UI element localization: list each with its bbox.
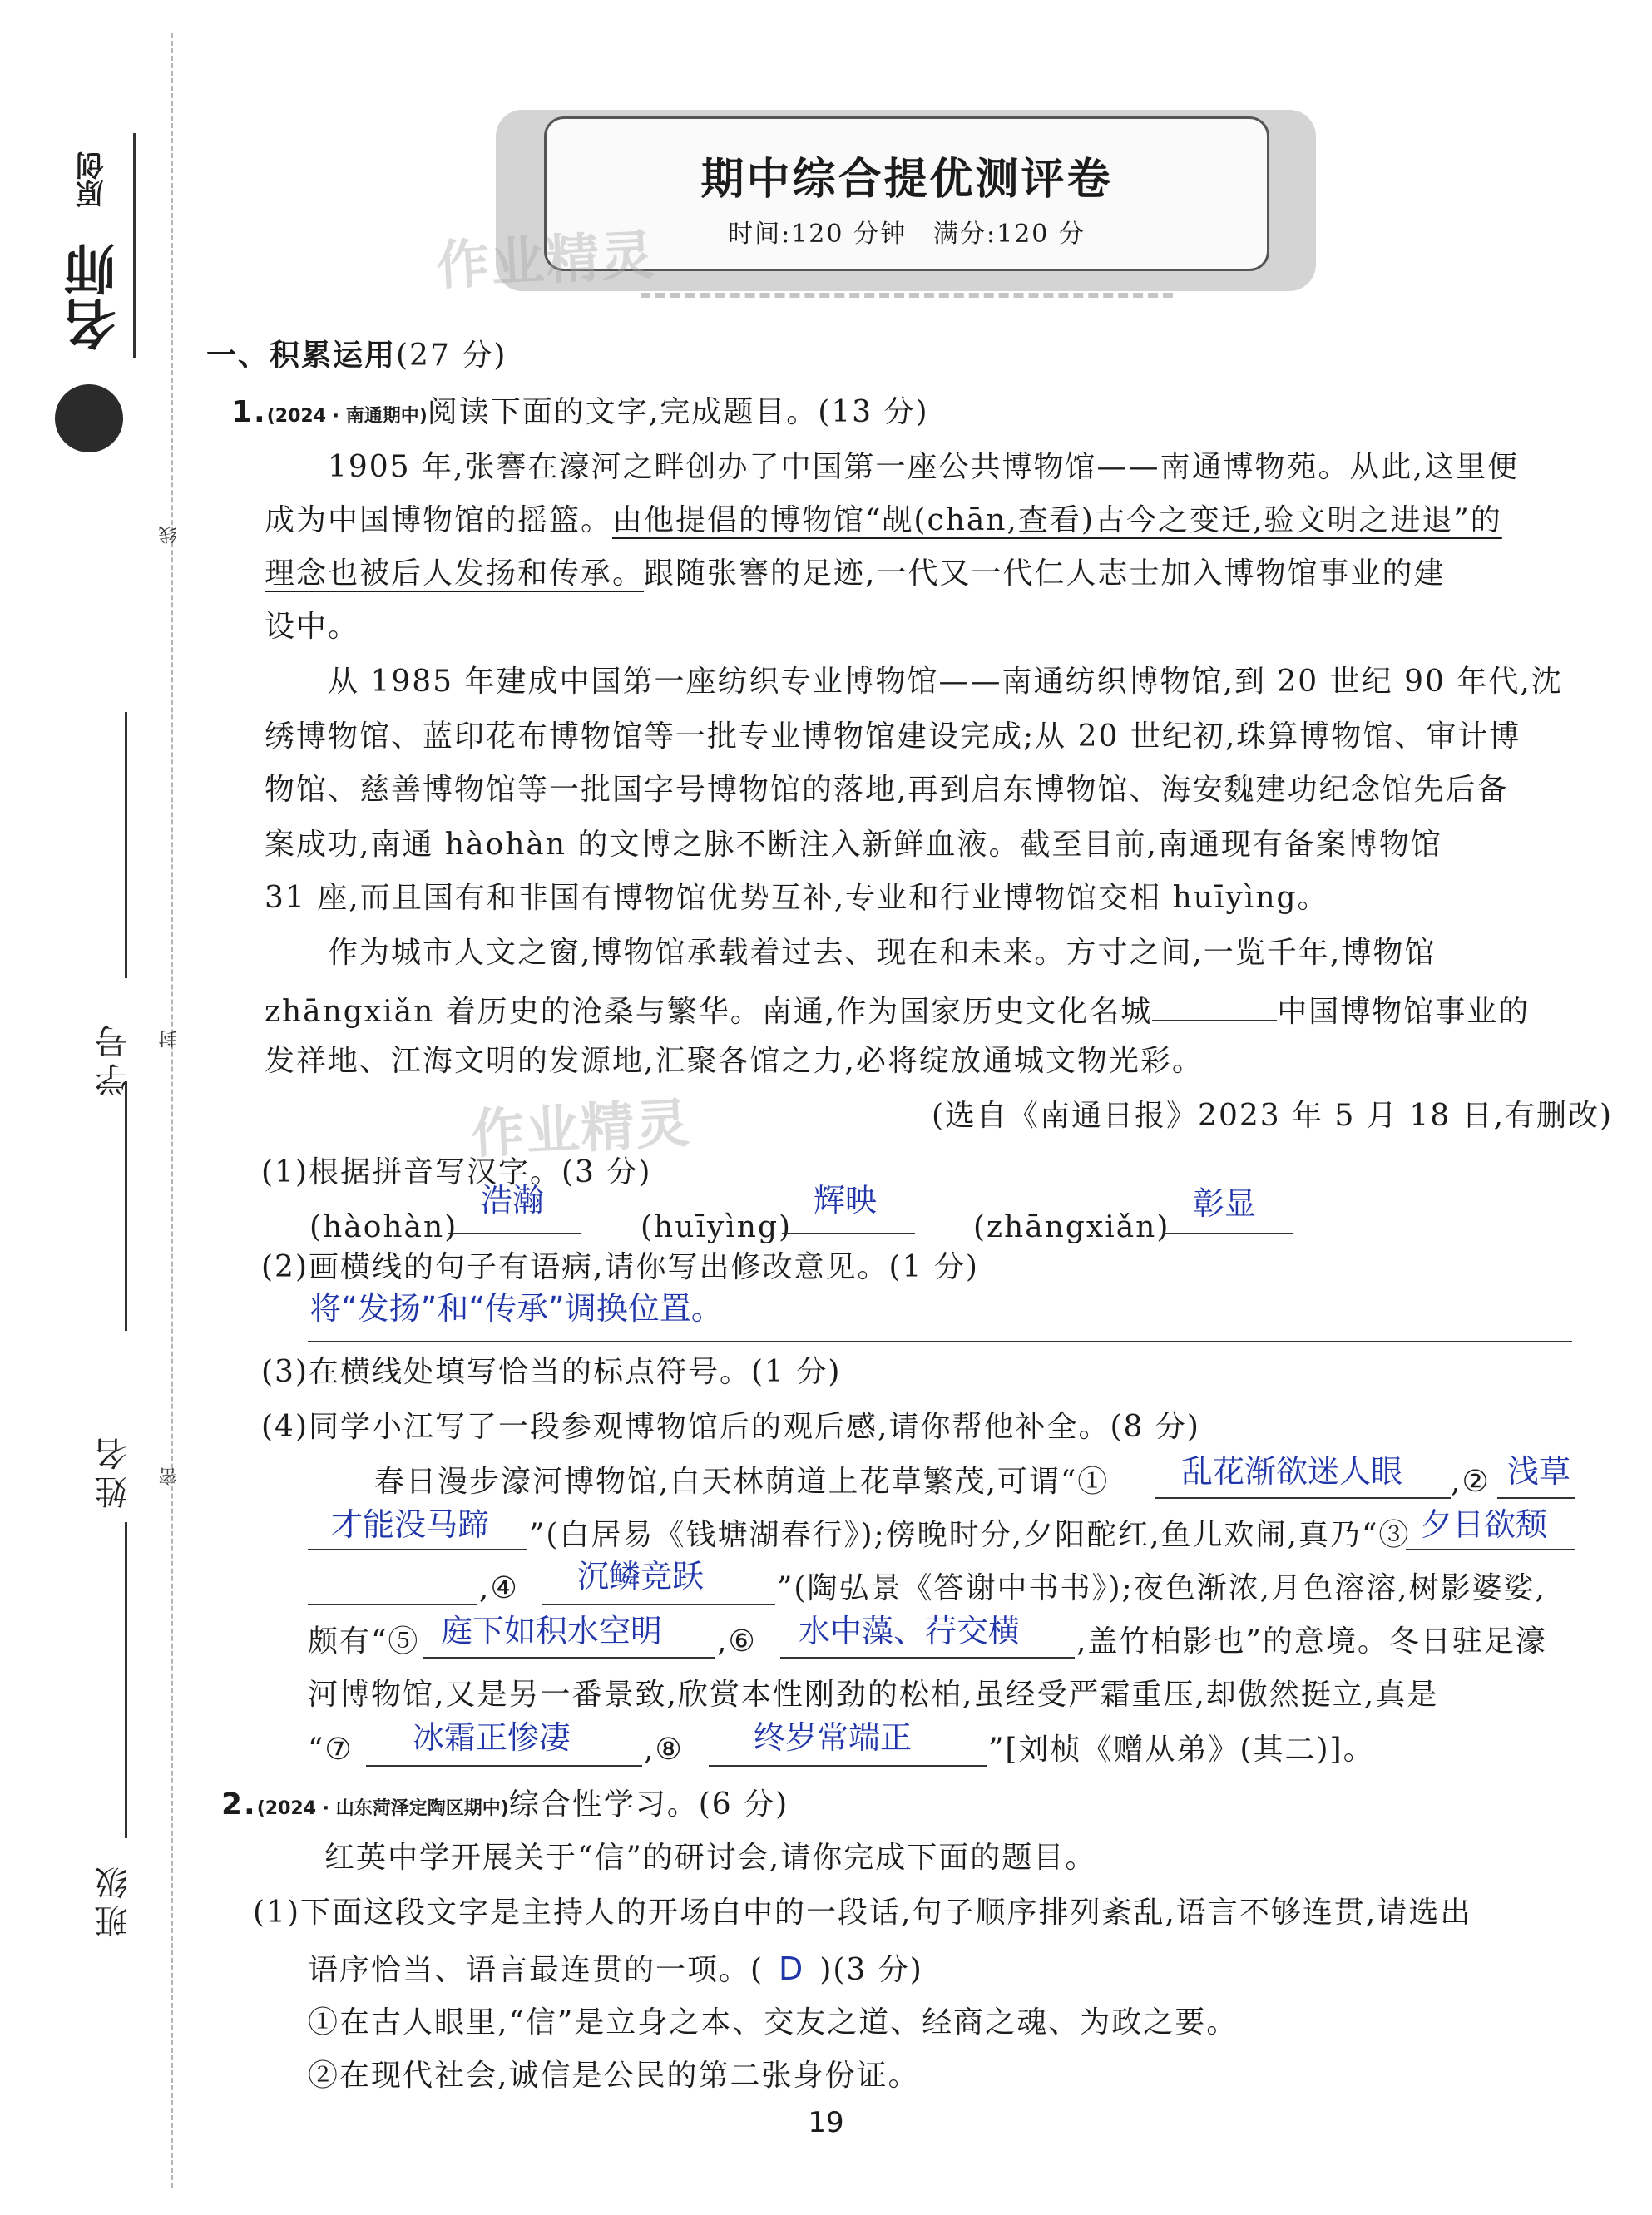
- faulty-sentence: 由他提倡的博物馆“觇(chān,查看)古今之变迁,验文明之进退”的: [612, 503, 1502, 537]
- brand-globe-icon: [55, 384, 123, 452]
- sub2-stem: (2)画横线的句子有语病,请你写出修改意见。(1 分): [261, 1250, 979, 1284]
- answer-poem-1: 乱花渐欲迷人眼: [1181, 1453, 1403, 1490]
- q2-source: (2024 · 山东菏泽定陶区期中): [256, 1798, 509, 1819]
- answer-line: [1497, 1497, 1575, 1499]
- punctuation-blank: [1152, 988, 1277, 1021]
- class-line: [125, 1522, 127, 1838]
- answer-line: [1163, 1233, 1293, 1234]
- sub4-line-4b: ,盖竹柏影也”的意境。冬日驻足濠: [1076, 1624, 1547, 1659]
- sub4-line-6b: ”[刘桢《赠从弟》(其二)]。: [988, 1733, 1375, 1767]
- passage-line: 物馆、慈善博物馆等一批国字号博物馆的落地,再到启东博物馆、海安魏建功纪念馆先后备: [265, 773, 1509, 807]
- answer-poem-7: 冰霜正惨凄: [413, 1719, 571, 1756]
- passage-line: 成为中国博物馆的摇篮。由他提倡的博物馆“觇(chān,查看)古今之变迁,验文明之进退”的: [265, 503, 1502, 537]
- sub4-line-6a: “⑦: [308, 1733, 354, 1767]
- answer-line: [448, 1233, 581, 1234]
- passage-line: 作为城市人文之窗,博物馆承载着过去、现在和未来。方寸之间,一览千年,博物馆: [328, 936, 1437, 970]
- name-label: 姓名: [95, 1432, 133, 1509]
- sub4-line-4a: 颇有“⑤: [308, 1624, 420, 1659]
- answer-line: [780, 1657, 1075, 1659]
- sub4-sep: ,⑥: [717, 1624, 757, 1659]
- passage-line: 31 座,而且国有和非国有博物馆优势互补,专业和行业博物馆交相 huīyìng。: [265, 881, 1329, 915]
- sub4-sep: ,②: [1451, 1465, 1491, 1499]
- cut-mark-line: 线: [159, 526, 180, 544]
- brand-sub: 原创: [76, 151, 109, 208]
- q2-stem: [221, 1787, 789, 1827]
- brand-rule: [133, 133, 136, 358]
- answer-poem-5: 庭下如积水空明: [441, 1613, 663, 1649]
- sub4-line-5: 河博物馆,又是另一番景致,欣赏本性刚劲的松柏,虽经受严霜重压,却傲然挺立,真是: [308, 1678, 1439, 1712]
- q2-item: ①在古人眼里,“信”是立身之本、交友之道、经商之魂、为政之要。: [308, 2005, 1239, 2039]
- answer-poem-2b: 才能没马蹄: [331, 1506, 490, 1543]
- q1-text: 阅读下面的文字,完成题目。(13 分): [427, 395, 929, 429]
- answer-line: [423, 1657, 715, 1659]
- passage-line: 绣博物馆、蓝印花布博物馆等一批专业博物馆建设完成;从 20 世纪初,珠算博物馆、审计博: [265, 719, 1521, 754]
- passage-line: 理念也被后人发扬和传承。跟随张謇的足迹,一代又一代仁人志士加入博物馆事业的建: [265, 556, 1446, 591]
- answer-line: [308, 1604, 477, 1605]
- page-number: 19: [808, 2106, 844, 2139]
- faulty-sentence-end: 理念也被后人发扬和传承。: [265, 556, 645, 591]
- answer-choice: D: [779, 1950, 805, 1987]
- answer-line: [709, 1765, 987, 1767]
- watermark: 作业精灵: [434, 225, 658, 298]
- sub1-stem: (1)根据拼音写汉字。(3 分): [261, 1155, 652, 1189]
- answer-2: 辉映: [814, 1182, 878, 1219]
- name-line: [125, 1081, 127, 1331]
- watermark-2: 作业精灵: [469, 1093, 693, 1166]
- q2-sub1-line2: 语序恰当、语言最连贯的一项。( D )(3 分): [308, 1950, 923, 1987]
- answer-poem-6: 水中藻、荇交横: [799, 1613, 1021, 1649]
- q2-intro: 红英中学开展关于“信”的研讨会,请你完成下面的题目。: [324, 1841, 1097, 1875]
- answer-line: [308, 1341, 1572, 1342]
- q2-text: 综合性学习。(6 分): [508, 1787, 789, 1822]
- answer-1: 浩瀚: [481, 1182, 545, 1219]
- pinyin-3: (zhāngxiǎn): [973, 1210, 1170, 1244]
- answer-poem-2a: 浅草: [1507, 1453, 1571, 1490]
- student-id-label: 学号: [95, 1020, 133, 1096]
- citation: (选自《南通日报》2023 年 5 月 18 日,有删改): [932, 1099, 1614, 1133]
- answer-poem-3: 夕日欲颓: [1421, 1506, 1548, 1543]
- sub4-line-3: ”(陶弘景《答谢中书书》);夜色渐浓,月色溶溶,树影婆娑,: [777, 1571, 1546, 1605]
- answer-3: 彰显: [1193, 1185, 1257, 1222]
- passage-line: 设中。: [265, 610, 360, 644]
- answer-line: [1406, 1549, 1575, 1550]
- pinyin-2: (huīyìng): [641, 1210, 793, 1244]
- passage-line: 从 1985 年建成中国第一座纺织专业博物馆——南通纺织博物馆,到 20 世纪 90 年代,沈: [328, 665, 1563, 699]
- sub4-sep: ,⑧: [644, 1733, 684, 1767]
- passage-line: 发祥地、江海文明的发源地,汇聚各馆之力,必将绽放通城文物光彩。: [265, 1044, 1204, 1078]
- section-heading: [206, 338, 507, 374]
- passage-line: 1905 年,张謇在濠河之畔创办了中国第一座公共博物馆——南通博物苑。从此,这里便: [328, 450, 1519, 484]
- page-subtitle: 时间:120 分钟 满分:120 分: [728, 220, 1086, 249]
- brand-logo-text: 名师: [63, 241, 126, 351]
- cut-mark-seal: 封: [159, 1030, 180, 1048]
- answer-line: [308, 1549, 527, 1550]
- section-title: 一、积累运用: [206, 339, 397, 373]
- sub4-line-2: ”(白居易《钱塘湖春行》);傍晚时分,夕阳酡红,鱼儿欢闹,真乃“③: [529, 1518, 1411, 1552]
- passage-line: zhāngxiǎn 着历史的沧桑与繁华。南通,作为国家历史文化名城 中国博物馆事业的: [265, 988, 1530, 1031]
- answer-line: [782, 1233, 915, 1234]
- answer-sub2: 将“发扬”和“传承”调换位置。: [309, 1290, 723, 1327]
- answer-line: [366, 1765, 642, 1767]
- binding-dash-line: [171, 33, 173, 2188]
- answer-poem-4: 沉鳞竞跃: [577, 1558, 705, 1595]
- answer-poem-8: 终岁常端正: [754, 1719, 913, 1756]
- passage-line: 案成功,南通 hàohàn 的文博之脉不断注入新鲜血液。截至目前,南通现有备案博物馆: [265, 828, 1442, 862]
- q1-number: 1.: [231, 395, 267, 429]
- q1-stem: [231, 394, 929, 435]
- title-decoration: [641, 293, 1173, 308]
- class-label: 班级: [95, 1861, 133, 1938]
- sub4-sep: ,④: [479, 1571, 519, 1605]
- section-score: (27 分): [396, 339, 507, 373]
- answer-line: [542, 1604, 775, 1605]
- q2-item: ②在现代社会,诚信是公民的第二张身份证。: [308, 2059, 920, 2093]
- sub4-line-1: 春日漫步濠河博物馆,白天林荫道上花草繁茂,可谓“①: [374, 1465, 1110, 1499]
- q2-sub1-line1: (1)下面这段文字是主持人的开场白中的一段话,句子顺序排列紊乱,语言不够连贯,请选出: [253, 1896, 1472, 1930]
- answer-line: [1155, 1497, 1451, 1499]
- q2-number: 2.: [221, 1787, 257, 1822]
- pinyin-1: (hàohàn): [309, 1210, 458, 1244]
- page-title: 期中综合提优测评卷: [700, 155, 1113, 205]
- sub4-stem: (4)同学小江写了一段参观博物馆后的观后感,请你帮他补全。(8 分): [261, 1410, 1200, 1444]
- sub3-stem: (3)在横线处填写恰当的标点符号。(1 分): [261, 1355, 842, 1389]
- student-id-line: [125, 712, 127, 978]
- q1-source: (2024 · 南通期中): [266, 406, 428, 427]
- cut-mark-secret: 密: [159, 1467, 180, 1486]
